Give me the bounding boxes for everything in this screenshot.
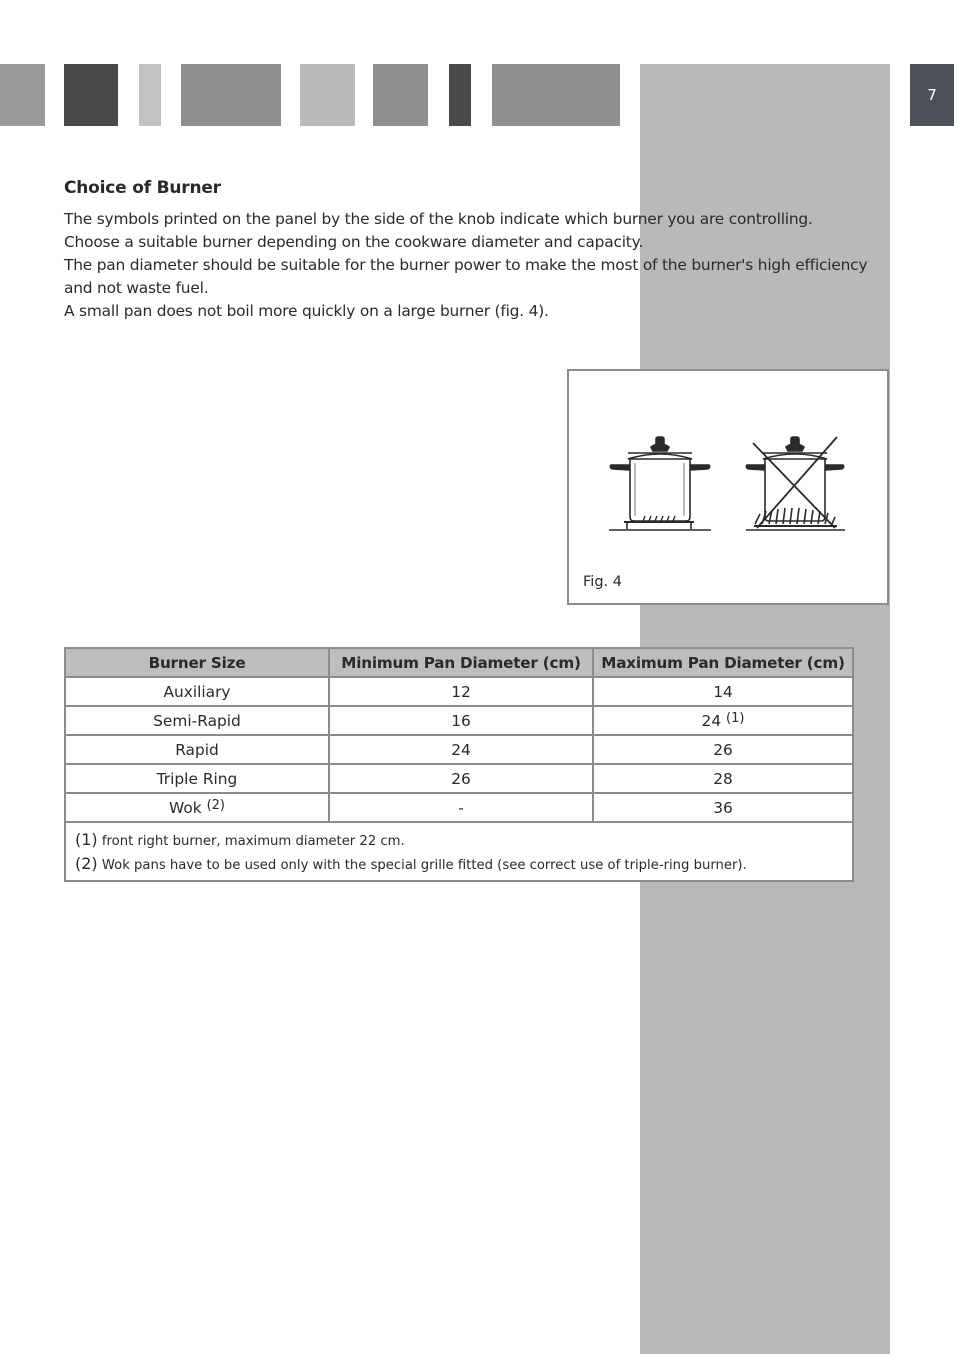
column-header-max-diameter: Maximum Pan Diameter (cm) <box>593 648 853 677</box>
burner-size-label: Semi-Rapid <box>153 711 241 730</box>
section-paragraph <box>64 208 868 323</box>
max-diameter-cell: 28 <box>593 764 853 793</box>
min-diameter-cell: 12 <box>329 677 593 706</box>
footnote-ref: (1) <box>726 710 745 726</box>
footnote-text: Wok pans have to be used only with the special grille fitted (see correct use of triple-ring burner). <box>101 858 747 873</box>
footnote-marker: (1) <box>75 830 98 849</box>
max-diameter-cell: 36 <box>593 793 853 822</box>
section-title: Choice of Burner <box>64 178 221 198</box>
max-diameter-cell: 14 <box>593 677 853 706</box>
table-row <box>65 764 853 793</box>
min-diameter-cell: - <box>329 793 593 822</box>
burner-size-label: Triple Ring <box>156 769 238 788</box>
min-diameter-cell: 16 <box>329 706 593 735</box>
table-notes-row <box>65 822 853 881</box>
header-bar <box>492 64 620 126</box>
figure-caption: Fig. 4 <box>583 574 622 590</box>
min-diameter-cell: 26 <box>329 764 593 793</box>
burner-size-cell <box>65 677 329 706</box>
burner-size-label: Wok <box>169 798 202 817</box>
paragraph-line: The symbols printed on the panel by the side of the knob indicate which burner you are controlling. <box>64 210 813 228</box>
column-header-min-diameter: Minimum Pan Diameter (cm) <box>329 648 593 677</box>
max-diameter-value: 24 <box>701 711 722 730</box>
footnote-ref: (2) <box>206 797 225 813</box>
header-bar <box>181 64 281 126</box>
footnote <box>75 853 843 877</box>
header-bar <box>300 64 355 126</box>
min-diameter-cell: 24 <box>329 735 593 764</box>
burner-size-label: Auxiliary <box>163 682 231 701</box>
table-notes <box>65 822 853 881</box>
column-header-burner-size: Burner Size <box>65 648 329 677</box>
header-bar <box>449 64 471 126</box>
burner-size-cell <box>65 706 329 735</box>
burner-size-cell <box>65 735 329 764</box>
paragraph-line: Choose a suitable burner depending on the cookware diameter and capacity. <box>64 233 644 251</box>
correct-pot-icon <box>609 437 711 530</box>
header-bar <box>0 64 45 126</box>
table-row <box>65 793 853 822</box>
burner-size-label: Rapid <box>175 740 219 759</box>
figure-4 <box>567 369 889 605</box>
paragraph-line: A small pan does not boil more quickly on a large burner (fig. 4). <box>64 302 549 320</box>
footnote-marker: (2) <box>75 854 98 873</box>
incorrect-pot-icon <box>746 437 845 530</box>
table-row <box>65 677 853 706</box>
footnote-text: front right burner, maximum diameter 22 cm. <box>101 834 405 849</box>
paragraph-line: The pan diameter should be suitable for the burner power to make the most of the burner's high efficiency <box>64 256 868 274</box>
max-diameter-cell: 26 <box>593 735 853 764</box>
footnote <box>75 829 843 853</box>
pot-burner-illustration <box>569 371 887 603</box>
burner-size-cell <box>65 793 329 822</box>
burner-size-cell <box>65 764 329 793</box>
table-row <box>65 735 853 764</box>
header-bar <box>64 64 118 126</box>
page-number: 7 <box>910 64 954 126</box>
header-bar <box>139 64 161 126</box>
table-row <box>65 706 853 735</box>
table-header-row <box>65 648 853 677</box>
max-diameter-cell <box>593 706 853 735</box>
header-bar <box>373 64 428 126</box>
paragraph-line: and not waste fuel. <box>64 279 209 297</box>
burner-size-table <box>64 647 854 882</box>
